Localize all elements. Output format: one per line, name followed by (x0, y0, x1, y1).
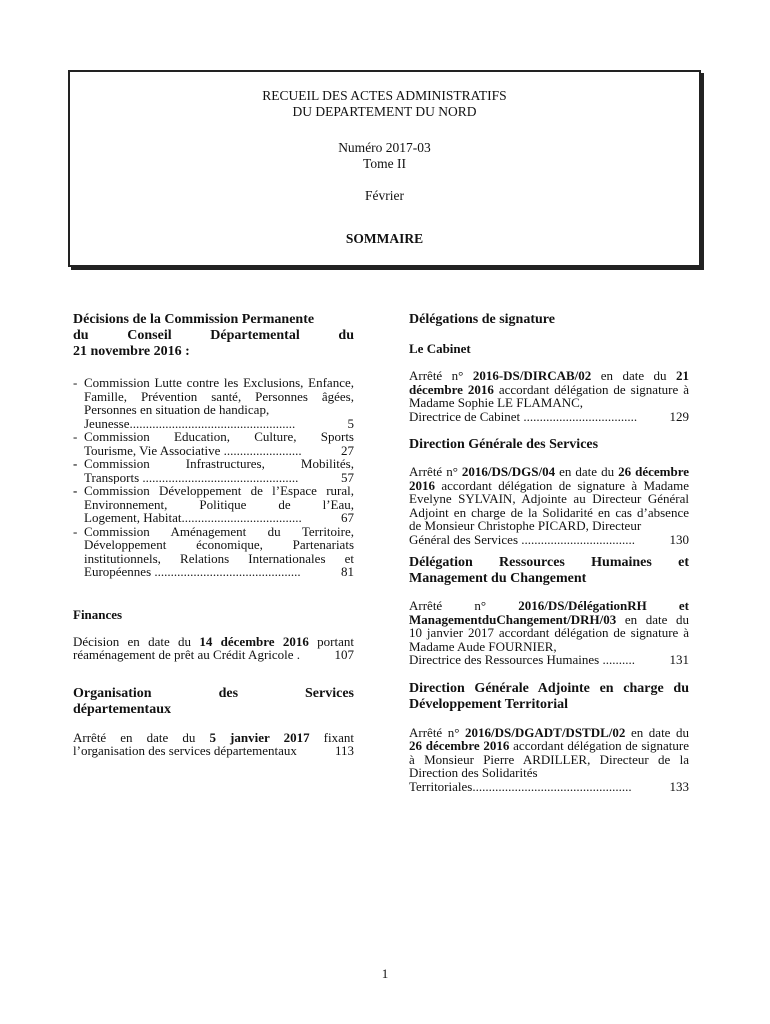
toc-item-commission-5[interactable]: - Commission Aménagement du Territoire, Développement économique, Partenariats institutionnels, Relations Internationales et Européennes ............................................. 81 (73, 523, 354, 579)
dgadt-heading: Direction Générale Adjointe en charge du Développement Territorial (409, 680, 689, 712)
delegations-heading: Délégations de signature (409, 312, 555, 327)
right-column (409, 312, 689, 793)
toc-page-number: 129 (669, 408, 689, 424)
toc-item-commission-3[interactable]: - Commission Infrastructures, Mobilités, Transports ................................................ 57 (73, 456, 354, 485)
drh-heading: Délégation Ressources Humaines et Management du Changement (409, 555, 689, 586)
org-heading: Organisation des Services départementaux (73, 685, 354, 717)
dgs-heading: Direction Générale des Services (409, 437, 599, 452)
page-number: 1 (381, 966, 389, 981)
toc-item-commission-2[interactable]: - Commission Education, Culture, Sports Tourisme, Vie Associative ........................ 27 (73, 429, 354, 458)
toc-page-number: 27 (341, 442, 354, 458)
recueil-title-line1: RECUEIL DES ACTES ADMINISTRATIFS (262, 88, 507, 103)
toc-item-drh[interactable]: Arrêté n° 2016/DS/DélégationRH et ManagementduChangement/DRH/03 en date du 10 janvier 2017 accordant délégation de signature à Madame Aude FOURNIER, Directrice des Ressources Humaines .......... 131 (409, 598, 690, 667)
sommaire-title: SOMMAIRE (345, 231, 424, 246)
toc-page-number: 130 (669, 531, 689, 547)
commission-list (73, 376, 354, 579)
tome: Tome II (363, 156, 406, 171)
toc-page-number: 131 (669, 652, 689, 667)
toc-page-number: 113 (334, 743, 354, 758)
toc-page-number: 67 (341, 510, 354, 525)
finances-heading: Finances (73, 606, 123, 622)
toc-item-dgadt[interactable]: Arrêté n° 2016/DS/DGADT/DSTDL/02 en date du 26 décembre 2016 accordant délégation de signature à Monsieur Pierre ARDILLER, Directeur de la Direction des Solidarités Territoriales................................................. 133 (409, 724, 690, 794)
toc-item-commission-4[interactable]: - Commission Développement de l’Espace rural, Environnement, Politique de l’Eau, Logement, Habitat..................................... 67 (73, 483, 354, 525)
toc-page-number: 107 (334, 647, 354, 662)
header-box (68, 70, 701, 267)
recueil-title-line2: DU DEPARTEMENT DU NORD (292, 104, 477, 119)
toc-item-cabinet[interactable]: Arrêté n° 2016-DS/DIRCAB/02 en date du 21 décembre 2016 accordant délégation de signature à Madame Sophie LE FLAMANC, Directrice de Cabinet ................................... 129 (409, 368, 690, 424)
month: Février (365, 188, 404, 203)
toc-page-number: 81 (341, 564, 354, 579)
toc-item-organisation[interactable]: Arrêté en date du 5 janvier 2017 fixant l’organisation des services départementaux 113 (73, 729, 354, 758)
toc-page-number: 5 (347, 415, 354, 431)
left-column (73, 312, 354, 758)
toc-item-commission-1[interactable]: - Commission Lutte contre les Exclusions, Enfance, Famille, Prévention santé, Personnes âgées, Personnes en situation de handicap, Jeunesse................................................... 5 (73, 375, 354, 431)
cabinet-heading: Le Cabinet (409, 341, 471, 356)
numero: Numéro 2017-03 (338, 140, 431, 155)
toc-item-finances[interactable]: Décision en date du 14 décembre 2016 portant réaménagement de prêt au Crédit Agricole . 107 (73, 633, 355, 662)
toc-page-number: 133 (669, 778, 689, 794)
toc-item-dgs[interactable]: Arrêté n° 2016/DS/DGS/04 en date du 26 décembre 2016 accordant délégation de signature à Madame Evelyne SYLVAIN, Adjointe au Directeur Général Adjoint en charge de la Solidarité en cas d’absence de Monsieur Christophe PICARD, Directeur Général des Services ................................... 130 (409, 464, 690, 547)
toc-page-number: 57 (341, 469, 354, 485)
cp-heading: Décisions de la Commission Permanente du Conseil Départemental du 21 novembre 2016 : (73, 312, 354, 359)
